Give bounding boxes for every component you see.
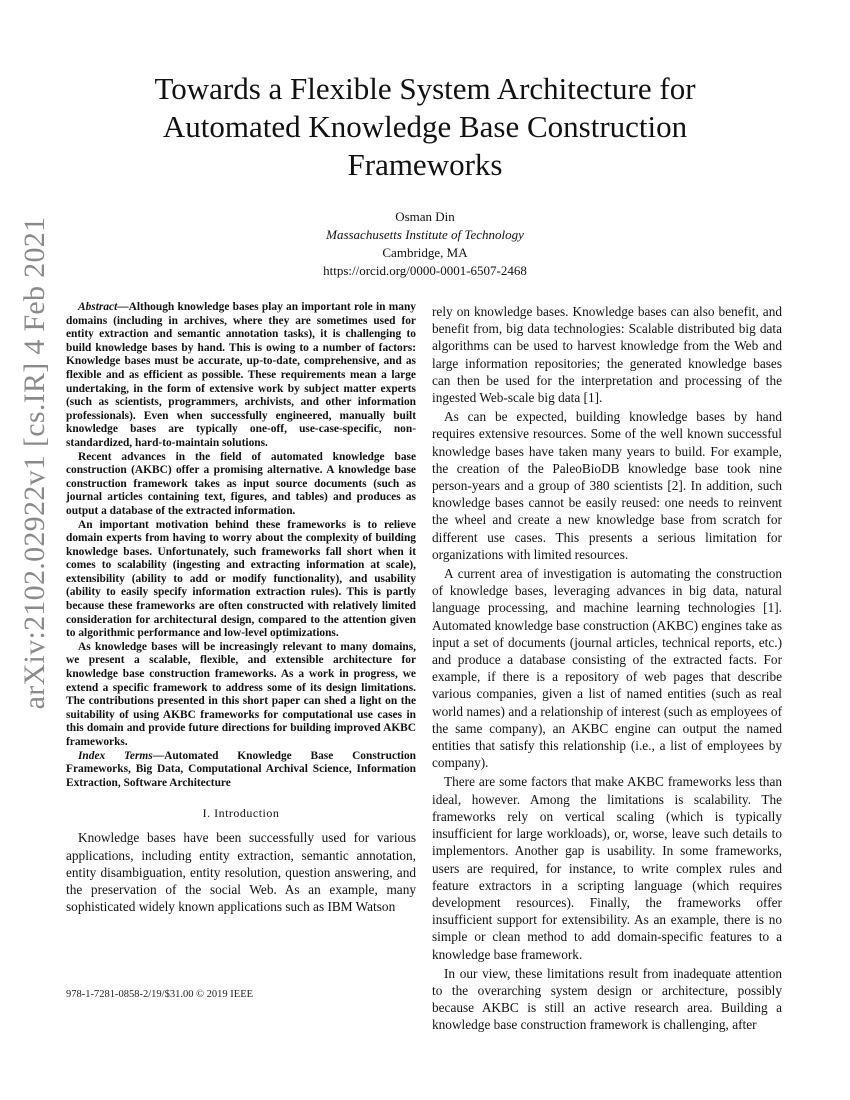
index-terms [66, 750, 416, 791]
section-heading-introduction: I. Introduction [202, 806, 280, 821]
left-column [66, 301, 416, 915]
intro-p1: Knowledge bases have been successfully used for various applications, including entity extraction, semantic annotation, entity disambiguation, entity resolution, question answering, and the preservation of the social Web. As an example, many sophisticated widely known applications such as IBM Watson [66, 830, 416, 915]
paper-title [60, 70, 790, 184]
right-p1: rely on knowledge bases. Knowledge bases can also benefit, and benefit from, big data technologies: Scalable distributed big data algorithms can be used to harvest knowledge from the Web and large information repositories; the generated knowledge bases can then be used for the interpretation and processing of the ingested Web-scale big data [1]. [432, 304, 782, 406]
right-p5: In our view, these limitations result from inadequate attention to the overarching system design or architecture, possibly because AKBC is still an active research area. Building a knowledge base construction framework is challenging, after [432, 965, 782, 1033]
abstract-p4: As knowledge bases will be increasingly relevant to many domains, we present a scalable, flexible, and extensible architecture for knowledge base construction frameworks. As a work in progress, we extend a specific framework to address some of its design limitations. The contributions presented in this short paper can shed a light on the suitability of using AKBC frameworks for computational use cases in this domain and provide future directions for building improved AKBC frameworks. [66, 640, 416, 748]
author-orcid: https://orcid.org/0000-0001-6507-2468 [323, 263, 527, 278]
abstract-p3: An important motivation behind these frameworks is to relieve domain experts from having to worry about the complexity of building knowledge bases. Unfortunately, such frameworks fall short when it comes to scalability (ingesting and extracting information at scale), extensibility (ability to add or modify functionality), and usability (ability to easily specify information extraction rules). This is partly because these frameworks are often constructed with relatively limited consideration for architectural design, compared to the attention given to algorithmic performance and low-level optimizations. [66, 518, 416, 640]
abstract-label: Abstract [78, 301, 118, 313]
arxiv-stamp-text: arXiv:2102.02922v1 [cs.IR] 4 Feb 2021 [18, 216, 51, 710]
abstract [66, 301, 416, 790]
author-block [0, 208, 850, 280]
abstract-text: —Although knowledge bases play an important role in many domains (including in archives, where they are sometimes used for entity extraction and semantic annotation tasks), it is challenging to build knowledge bases by hand. This is owing to a number of factors: Knowledge bases must be accurate, up-to-date, comprehensive, and as flexible and as efficient as possible. These requirements mean a large undertaking, in the form of extensive work by subject matter experts (such as scientists, programmers, archivists, and other information professionals). Even when successfully engineered, manually built knowledge bases are typically one-off, use-case-specific, non-standardized, hard-to-maintain solutions. [66, 301, 416, 449]
author-name: Osman Din [395, 209, 455, 224]
title-line-2: Automated Knowledge Base Construction [162, 109, 688, 144]
author-affiliation: Massachusetts Institute of Technology [326, 227, 524, 242]
index-terms-text: —Automated Knowledge Base Construction Frameworks, Big Data, Computational Archival Science, Information Extraction, Software Architecture [66, 749, 416, 789]
abstract-p1 [66, 301, 416, 451]
arxiv-stamp [12, 216, 58, 710]
right-p3: A current area of investigation is automating the construction of knowledge bases, leveraging advances in big data, natural language processing, and machine learning technologies [1]. Automated knowledge base construction (AKBC) engines take as input a set of documents (journal articles, technical reports, etc.) and produce a database consisting of the extracted facts. For example, if there is a repository of web pages that describe various companies, given a list of named entities (such as real world names) and a relationship of interest (such as employees of the same company), an AKBC engine can output the named entities that satisfy this relationship (i.e., a list of employees by company). [432, 566, 782, 771]
copyright-footer: 978-1-7281-0858-2/19/$31.00 © 2019 IEEE [66, 989, 254, 1000]
author-location: Cambridge, MA [382, 245, 468, 260]
right-column [432, 303, 782, 1034]
right-p2: As can be expected, building knowledge bases by hand requires extensive resources. Some of the well known successful knowledge bases have taken many years to build. For example, the creation of the PaleoBioDB knowledge base took nine person-years and a group of 380 scientists [2]. In addition, such knowledge bases cannot be easily reused: one needs to reinvent the wheel and create a new knowledge base from scratch for different use cases. This presents a serious limitation for organizations with limited resources. [432, 409, 782, 562]
right-p4: There are some factors that make AKBC frameworks less than ideal, however. Among the limitations is scalability. The frameworks rely on vertical scaling (which is typically insufficient for large workloads), or, worse, leave such details to implementors. Another gap is usability. In some frameworks, users are required, for instance, to write complex rules and feature extractors in a scripting language (which requires development resources). Finally, the frameworks offer insufficient support for extensibility. As an example, there is no simple or clean method to add domain-specific features to a knowledge base framework. [432, 774, 782, 962]
abstract-p2: Recent advances in the field of automated knowledge base construction (AKBC) offer a promising alternative. A knowledge base construction framework takes as input source documents (such as journal articles containing text, figures, and tables) and produces as output a database of the extracted information. [66, 450, 416, 517]
title-line-3: Frameworks [347, 147, 503, 182]
title-line-1: Towards a Flexible System Architecture for [154, 71, 696, 106]
index-terms-label: Index Terms [78, 749, 153, 762]
